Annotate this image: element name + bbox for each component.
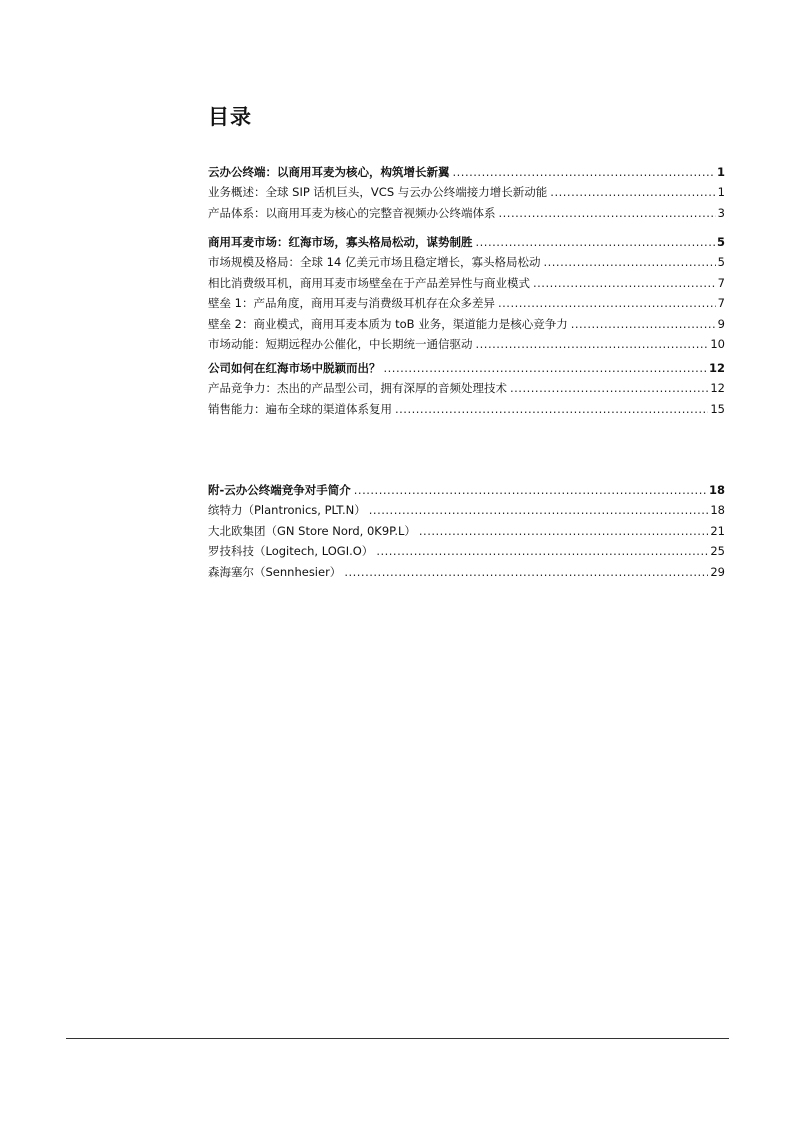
- toc-entry[interactable]: [208, 179, 725, 200]
- dot-leader: [419, 524, 708, 538]
- toc-entry-title: 商用耳麦市场：红海市场，寡头格局松动，谋势制胜: [208, 234, 473, 249]
- toc-entry-title: 森海塞尔（Sennhesier）: [208, 564, 342, 579]
- dot-leader: [550, 185, 715, 199]
- toc-entry-title: 销售能力：遍布全球的渠道体系复用: [208, 401, 392, 416]
- toc-section-2: [208, 228, 725, 351]
- toc-appendix: [208, 476, 725, 579]
- dot-leader: [510, 381, 708, 395]
- dot-leader: [354, 483, 707, 497]
- toc-entry-title: 壁垒 1：产品角度，商用耳麦与消费级耳机存在众多差异: [208, 296, 495, 310]
- toc-page-number: 9: [717, 316, 725, 331]
- toc-page-number: 25: [710, 544, 725, 558]
- toc-entry[interactable]: [208, 558, 725, 579]
- toc-entry-title: 罗技科技（Logitech, LOGI.O）: [208, 544, 374, 558]
- dot-leader: [384, 361, 707, 375]
- toc-entry-title: 附-云办公终端竞争对手简介: [208, 482, 351, 497]
- toc-entry-title: 产品体系：以商用耳麦为核心的完整音视频办公终端体系: [208, 205, 496, 220]
- toc-page-number: 15: [710, 401, 725, 416]
- toc-entry[interactable]: [208, 497, 725, 518]
- toc-entry-title: 市场规模及格局：全球 14 亿美元市场且稳定增长，寡头格局松动: [208, 255, 541, 269]
- dot-leader: [533, 276, 716, 290]
- toc-entry-title: 产品竞争力：杰出的产品型公司，拥有深厚的音频处理技术: [208, 381, 507, 395]
- toc-page-number: 29: [710, 564, 725, 579]
- toc-page-number: 7: [717, 275, 725, 290]
- toc-entry[interactable]: [208, 199, 725, 220]
- toc-page-number: 7: [717, 296, 725, 310]
- toc-entry-title: 业务概述：全球 SIP 话机巨头，VCS 与云办公终端接力增长新动能: [208, 185, 548, 199]
- toc-section-heading[interactable]: [208, 354, 725, 375]
- toc-section-3: [208, 354, 725, 416]
- dot-leader: [499, 206, 716, 220]
- toc-entry[interactable]: [208, 375, 725, 396]
- toc-entry-title: 市场动能：短期远程办公催化，中长期统一通信驱动: [208, 337, 473, 351]
- toc-page-number: 1: [716, 164, 725, 179]
- toc-entry[interactable]: [208, 331, 725, 352]
- toc-page-number: 5: [717, 255, 725, 269]
- toc-entry[interactable]: [208, 517, 725, 538]
- toc-entry-title: 云办公终端：以商用耳麦为核心，构筑增长新翼: [208, 164, 450, 179]
- dot-leader: [344, 565, 708, 579]
- toc-entry-title: 相比消费级耳机，商用耳麦市场壁垒在于产品差异性与商业模式: [208, 275, 530, 290]
- toc-page-number: 1: [717, 185, 725, 199]
- toc-entry-title: 缤特力（Plantronics, PLT.N）: [208, 503, 366, 517]
- toc-entry[interactable]: [208, 290, 725, 311]
- page-title: 目录: [208, 105, 252, 129]
- toc-entry-title: 公司如何在红海市场中脱颖而出？: [208, 360, 381, 375]
- toc-section-heading[interactable]: [208, 158, 725, 179]
- dot-leader: [571, 317, 716, 331]
- dot-leader: [498, 296, 716, 310]
- toc-page-number: 21: [710, 523, 725, 538]
- toc-page-number: 10: [710, 337, 725, 351]
- footer-divider: [66, 1038, 729, 1039]
- toc-page-number: 18: [708, 482, 725, 497]
- toc-section-heading[interactable]: [208, 476, 725, 497]
- toc-section-1: [208, 158, 725, 220]
- toc-section-heading[interactable]: [208, 228, 725, 249]
- toc-page-number: 12: [708, 360, 725, 375]
- toc-entry[interactable]: [208, 249, 725, 270]
- toc-page-number: 12: [710, 381, 725, 395]
- toc-entry[interactable]: [208, 310, 725, 331]
- toc-page-number: 3: [717, 205, 725, 220]
- toc-entry-title: 大北欧集团（GN Store Nord, 0K9P.L）: [208, 523, 416, 538]
- dot-leader: [395, 402, 708, 416]
- dot-leader: [543, 255, 715, 269]
- dot-leader: [369, 503, 709, 517]
- dot-leader: [476, 337, 709, 351]
- dot-leader: [453, 165, 715, 179]
- toc-entry[interactable]: [208, 538, 725, 559]
- toc-entry[interactable]: [208, 269, 725, 290]
- toc-page-number: 18: [710, 503, 725, 517]
- toc-entry[interactable]: [208, 395, 725, 416]
- toc-entry-title: 壁垒 2：商业模式，商用耳麦本质为 toB 业务，渠道能力是核心竞争力: [208, 316, 568, 331]
- toc-page-number: 5: [716, 234, 725, 249]
- dot-leader: [476, 235, 715, 249]
- dot-leader: [376, 544, 708, 558]
